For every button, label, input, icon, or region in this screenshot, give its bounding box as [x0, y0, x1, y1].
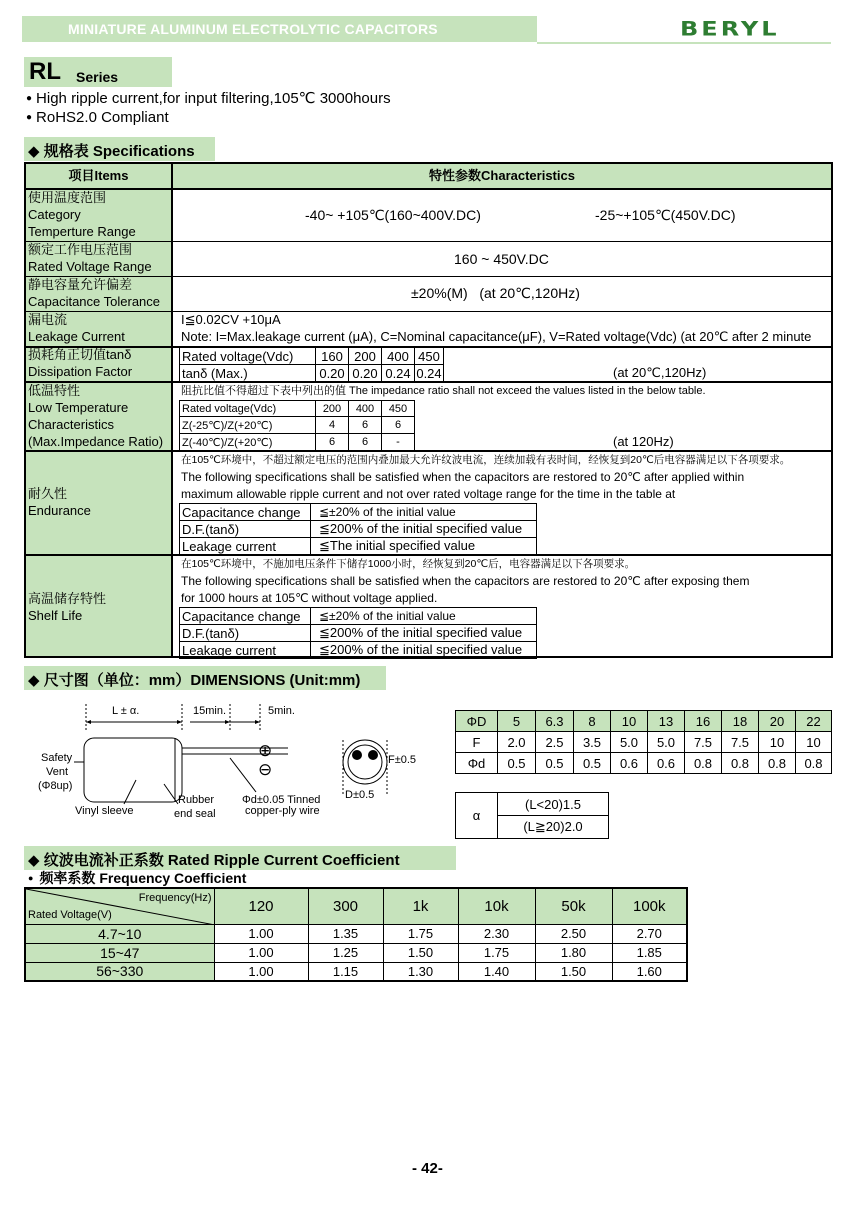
table-cell: 10k [458, 888, 535, 924]
voltage-value: 160 ~ 450V.DC [454, 251, 549, 267]
table-cell: α [456, 793, 498, 839]
table-cell: 100k [612, 888, 687, 924]
table-cell: 5.0 [611, 732, 648, 753]
vent-label: Vent [46, 766, 69, 778]
lowtemp-label-en: Characteristics [28, 417, 114, 432]
table-cell: 1.60 [612, 962, 687, 981]
table-cell: 0.6 [648, 753, 685, 774]
lowtemp-label-en: Low Temperature [28, 400, 129, 415]
table-cell: 1.80 [535, 943, 612, 962]
table-cell: tanδ (Max.) [180, 365, 316, 382]
lead-length-label: 5min. [268, 705, 295, 717]
table-cell: Rated voltage(Vdc) [180, 348, 316, 365]
temp-value-2: -25~+105℃(450V.DC) [595, 207, 736, 223]
rated-voltage-label: Rated Voltage(V) [28, 908, 112, 921]
lowtemp-table [179, 400, 415, 451]
table-cell: 0.8 [722, 753, 759, 774]
table-cell: 1.30 [383, 962, 458, 981]
lowtemp-label-cn: 低温特性 [28, 383, 81, 398]
table-cell: 0.5 [498, 753, 536, 774]
table-cell: Φd [456, 753, 498, 774]
table-cell: ≦200% of the initial specified value [311, 625, 537, 642]
table-cell: ΦD [456, 711, 498, 732]
header-rule [537, 42, 831, 44]
table-cell: 6 [382, 417, 415, 434]
table-cell: 50k [535, 888, 612, 924]
bullet-icon: ● [26, 112, 33, 123]
table-cell: 0.8 [796, 753, 832, 774]
table-cell: 0.20 [349, 365, 382, 382]
header-title: MINIATURE ALUMINUM ELECTROLYTIC CAPACITORS [68, 21, 438, 37]
lowtemp-header: 阻抗比值不得超过下表中列出的值 The impedance ratio shall not exceed the values listed in the below table. [181, 385, 706, 397]
temp-value-1: -40~ +105℃(160~400V.DC) [305, 207, 481, 223]
page-number: - 42- [412, 1160, 443, 1177]
endurance-label-en: Endurance [28, 503, 91, 518]
capacitance-value: ±20%(M) (at 20℃,120Hz) [411, 285, 580, 301]
table-cell: 6 [349, 434, 382, 451]
table-cell: 0.8 [759, 753, 796, 774]
table-cell: Capacitance change [180, 608, 311, 625]
table-cell: 0.5 [536, 753, 574, 774]
table-cell: Leakage current [180, 642, 311, 659]
table-cell: 7.5 [685, 732, 722, 753]
table-cell: 4 [316, 417, 349, 434]
feature-text: High ripple current,for input filtering,105℃ 3000hours [36, 90, 391, 107]
table-cell: Z(-40℃)/Z(+20℃) [180, 434, 316, 451]
table-cell: 18 [722, 711, 759, 732]
col-items-header: 项目Items [68, 168, 129, 183]
voltage-label-cn: 额定工作电压范围 [28, 242, 133, 257]
rubber-seal-label: end seal [174, 808, 216, 820]
table-cell: 10 [759, 732, 796, 753]
grid-line [26, 241, 831, 242]
table-cell: 1.35 [308, 924, 383, 943]
endurance-text-cn: 在105℃环境中，不超过额定电压的范围内叠加最大允许纹波电流，连续加载有表时间，经恢复到20℃后电容器满足以下各项要求。 [181, 454, 791, 466]
table-cell: 16 [685, 711, 722, 732]
table-cell: 56~330 [25, 962, 214, 981]
table-cell: 1.40 [458, 962, 535, 981]
table-cell: 200 [349, 348, 382, 365]
table-cell: 1.75 [458, 943, 535, 962]
table-cell: Rated voltage(Vdc) [180, 401, 316, 417]
table-cell: Leakage current [180, 538, 311, 555]
table-cell: F [456, 732, 498, 753]
table-cell: ≦±20% of the initial value [311, 608, 537, 625]
table-cell: 0.6 [611, 753, 648, 774]
safety-label: Safety [41, 752, 73, 764]
table-cell: 2.70 [612, 924, 687, 943]
table-cell: Z(-25℃)/Z(+20℃) [180, 417, 316, 434]
series-code: RL [29, 58, 61, 85]
lead-length-label: 15min. [193, 705, 227, 717]
wire-label: Φd±0.05 Tinned [242, 794, 321, 806]
table-cell: ≦200% of the initial specified value [311, 521, 537, 538]
grid-line [26, 188, 831, 190]
shelf-text-2: for 1000 hours at 105℃ without voltage applied. [181, 591, 438, 605]
feature-text: RoHS2.0 Compliant [36, 109, 169, 126]
endurance-table [179, 503, 537, 555]
specifications-table [24, 162, 833, 658]
table-cell: 8 [574, 711, 611, 732]
table-cell: Capacitance change [180, 504, 311, 521]
bullet-icon: ● [26, 93, 33, 104]
table-cell: 1.50 [535, 962, 612, 981]
dissipation-table [179, 347, 444, 382]
leakage-label-en: Leakage Current [28, 329, 125, 344]
table-cell: 400 [382, 348, 415, 365]
table-cell: 1.00 [214, 962, 308, 981]
ripple-corner-cell [25, 888, 214, 924]
capacitance-label-en: Capacitance Tolerance [28, 294, 161, 309]
grid-line [26, 276, 831, 277]
table-cell: D.F.(tanδ) [180, 625, 311, 642]
shelf-label-cn: 高温储存特性 [28, 591, 107, 606]
table-cell: 0.24 [382, 365, 415, 382]
voltage-label-en: Rated Voltage Range [28, 259, 152, 274]
series-badge [24, 57, 172, 87]
table-row [25, 943, 687, 962]
table-cell: 160 [316, 348, 349, 365]
vinyl-sleeve-label: Vinyl sleeve [75, 805, 134, 817]
table-cell: 1.85 [612, 943, 687, 962]
frequency-label: Frequency(Hz) [138, 892, 212, 904]
table-cell: 2.30 [458, 924, 535, 943]
dissipation-label-en: Dissipation Factor [28, 364, 133, 379]
dissipation-note: (at 20℃,120Hz) [613, 365, 707, 380]
endurance-text-2: maximum allowable ripple current and not over rated voltage range for the time in the table at [181, 487, 676, 501]
table-cell: 120 [214, 888, 308, 924]
table-cell: 7.5 [722, 732, 759, 753]
temp-label-cn: 使用温度范围 [28, 190, 107, 205]
table-cell: 10 [796, 732, 832, 753]
f-dimension-label: F±0.5 [388, 754, 417, 766]
series-label: Series [76, 69, 119, 85]
table-cell: (L<20)1.5 [498, 793, 609, 816]
table-cell: 1.15 [308, 962, 383, 981]
bullet-icon: ● [28, 873, 34, 883]
endurance-label-cn: 耐久性 [28, 486, 68, 501]
table-cell: 2.5 [536, 732, 574, 753]
wire-label: copper-ply wire [245, 805, 320, 817]
alpha-table [455, 792, 609, 839]
table-cell: 15~47 [25, 943, 214, 962]
rubber-seal-label: Rubber [178, 794, 215, 806]
table-cell: (L≧20)2.0 [498, 816, 609, 839]
leakage-note: Note: I=Max.leakage current (μA), C=Nominal capacitance(μF), V=Rated voltage(Vdc) (at 20℃ after 2 minute [181, 329, 812, 344]
table-cell: 0.5 [574, 753, 611, 774]
grid-line [26, 311, 831, 312]
spec-section-title: ◆ 规格表 Specifications [24, 137, 215, 161]
temp-label-en: Category [28, 207, 81, 222]
plus-terminal-icon: ⊕ [258, 741, 273, 760]
table-cell: 450 [382, 401, 415, 417]
table-cell: 5 [498, 711, 536, 732]
table-cell: 1.50 [383, 943, 458, 962]
table-cell: 200 [316, 401, 349, 417]
dissipation-label-cn: 损耗角正切值tanδ [28, 347, 132, 362]
vent-size-label: (Φ8up) [38, 780, 73, 792]
table-cell: 0.8 [685, 753, 722, 774]
table-cell: 6 [349, 417, 382, 434]
table-cell: 13 [648, 711, 685, 732]
ripple-subtitle-text: 频率系数 Frequency Coefficient [39, 870, 247, 886]
table-cell: 22 [796, 711, 832, 732]
grid-line [171, 164, 173, 656]
table-cell: 0.24 [416, 365, 442, 381]
table-cell: 450 [415, 348, 444, 365]
dimension-table [455, 710, 832, 774]
table-cell: 1.00 [214, 943, 308, 962]
lowtemp-label-en: (Max.Impedance Ratio) [28, 434, 164, 449]
minus-terminal-icon: ⊖ [258, 760, 273, 779]
table-cell: 1k [383, 888, 458, 924]
table-cell: 6 [316, 434, 349, 451]
table-cell: 1.25 [308, 943, 383, 962]
length-label: L ± α. [112, 705, 140, 717]
feature-item [26, 89, 391, 107]
col-characteristics-header: 特性参数Characteristics [429, 168, 575, 183]
ripple-table [24, 887, 688, 982]
feature-item [26, 109, 169, 126]
table-row [25, 962, 687, 981]
table-cell: 3.5 [574, 732, 611, 753]
table-cell: 1.00 [214, 924, 308, 943]
table-cell: 0.20 [316, 365, 349, 382]
temp-label-en: Temperture Range [28, 224, 136, 239]
table-cell: D.F.(tanδ) [180, 521, 311, 538]
table-cell: ≦200% of the initial specified value [311, 642, 537, 659]
table-cell: 2.0 [498, 732, 536, 753]
d-dimension-label: D±0.5 [345, 789, 375, 801]
shelf-text-cn: 在105℃环境中，不施加电压条件下储存1000小时，经恢复到20℃后，电容器满足以下各项要求。 [181, 558, 636, 570]
table-cell: 300 [308, 888, 383, 924]
shelf-table [179, 607, 537, 659]
endurance-text-1: The following specifications shall be satisfied when the capacitors are restored to 20℃ after applied within [181, 470, 745, 484]
table-cell: ≦The initial specified value [311, 538, 537, 555]
table-cell: 1.75 [383, 924, 458, 943]
ripple-subtitle [28, 870, 246, 886]
table-cell: 6.3 [536, 711, 574, 732]
shelf-text-1: The following specifications shall be satisfied when the capacitors are restored to 20℃ after exposing them [181, 574, 750, 588]
table-cell: 4.7~10 [25, 924, 214, 943]
ripple-section-title: ◆ 纹波电流补正系数 Rated Ripple Current Coefficient [24, 846, 456, 870]
shelf-label-en: Shelf Life [28, 608, 83, 623]
table-cell: ≦±20% of the initial value [311, 504, 537, 521]
table-cell: 2.50 [535, 924, 612, 943]
beryl-logo: BERYL [680, 18, 780, 41]
table-cell: 10 [611, 711, 648, 732]
dimensions-section-title: ◆ 尺寸图（单位：mm）DIMENSIONS (Unit:mm) [24, 666, 386, 690]
table-cell: - [382, 434, 415, 451]
capacitance-label-cn: 静电容量允许偏差 [28, 277, 133, 292]
header-bar [22, 16, 537, 42]
lowtemp-note: (at 120Hz) [613, 434, 674, 449]
table-cell: 5.0 [648, 732, 685, 753]
leakage-label-cn: 漏电流 [28, 312, 68, 327]
table-row [25, 924, 687, 943]
table-cell: 400 [349, 401, 382, 417]
table-cell: 20 [759, 711, 796, 732]
leakage-formula: I≦0.02CV +10μA [181, 312, 281, 327]
